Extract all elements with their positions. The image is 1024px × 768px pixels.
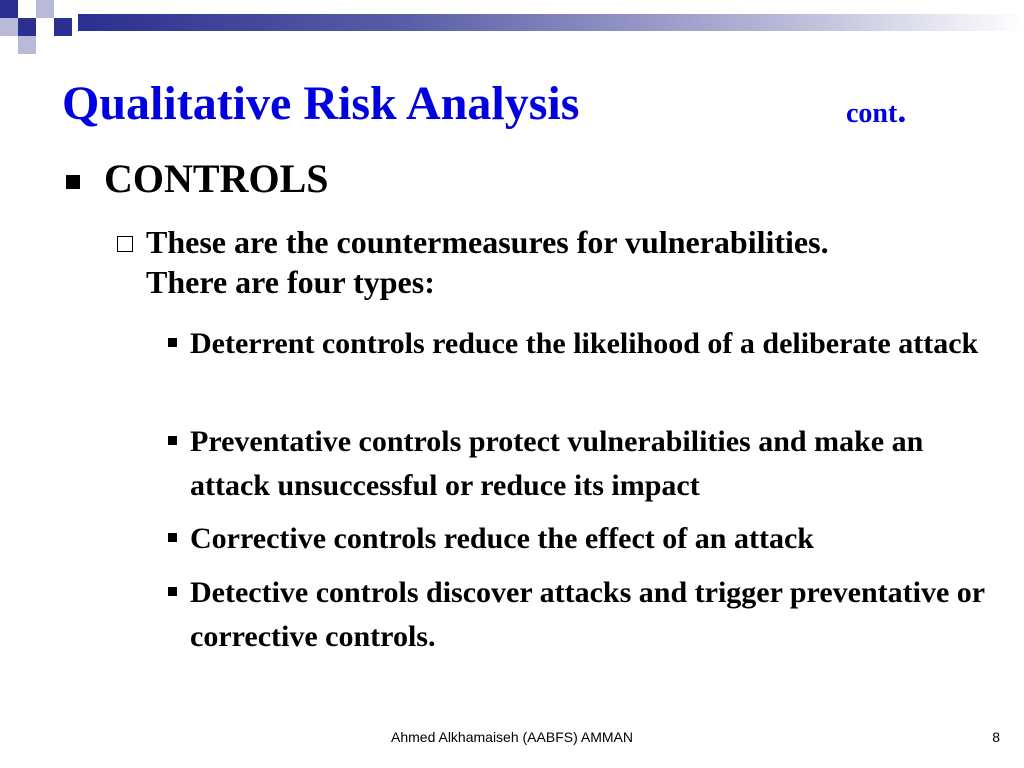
bullet-level2-text: These are the countermeasures for vulnerabilities. There are four types: (146, 224, 829, 300)
small-square-bullet-icon (168, 533, 177, 542)
slide-title (62, 74, 962, 144)
list-item-text: Deterrent controls reduce the likelihood of a deliberate attack (190, 327, 979, 360)
list-item-text: Preventative controls protect vulnerabilities and make an attack unsuccessful or reduce its impact (190, 425, 924, 502)
small-square-bullet-icon (168, 338, 177, 347)
title-suffix (846, 80, 906, 144)
hollow-square-bullet-icon (117, 236, 133, 252)
square-bullet-icon (66, 175, 80, 189)
header-decoration-squares (0, 0, 90, 60)
title-text: Qualitative Risk Analysis (62, 77, 580, 130)
list-item-text: Corrective controls reduce the effect of an attack (190, 522, 814, 555)
bullet-level1-text: CONTROLS (104, 156, 329, 201)
list-item-text: Detective controls discover attacks and trigger preventative or corrective controls. (190, 576, 985, 653)
title-suffix-text: cont (846, 98, 898, 129)
small-square-bullet-icon (168, 587, 177, 596)
small-square-bullet-icon (168, 436, 177, 445)
title-suffix-dot: . (897, 90, 907, 130)
footer-author: Ahmed Alkhamaiseh (AABFS) AMMAN (391, 729, 633, 745)
header-gradient-bar (78, 14, 1024, 31)
footer-page-number: 8 (992, 729, 1000, 745)
